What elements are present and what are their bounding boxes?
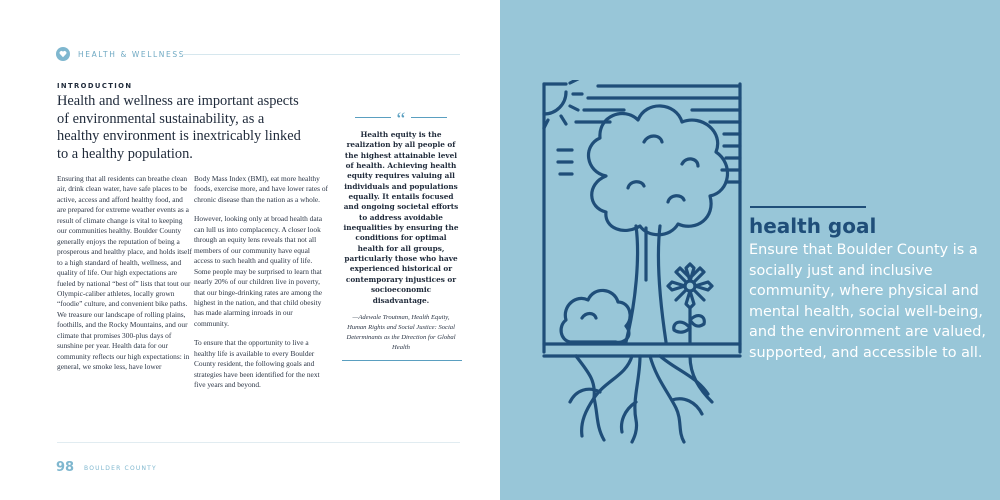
body-paragraph: However, looking only at broad health data can lull us into complacency. A closer look through an equity lens reveals that not all members of our community have equal access to such health and quality of life. Some people may be surprised to learn that nearly 20% of our children live in poverty, that our binge-drinking rates are among the highest in the nation, and that child obesity has made alarming inroads in our community. [194,214,323,328]
body-column-1 [57,174,192,382]
goal-rule [750,206,866,208]
page-number: 98 [56,460,75,475]
quote-attribution: —Adewale Troutman, Health Equity, Human Rights and Social Justice: Social Determinants as the Direction for Global Health [346,313,456,352]
quote-rule [411,117,447,118]
quote-bottom-rule [342,360,462,361]
body-paragraph: Ensuring that all residents can breathe clean air, drink clean water, have safe places to be active, access and afford healthy food, and are prepared for extreme weather events as a result of climate change is vital to keeping our communities healthy. Boulder County generally enjoys the reputation of being a prosperous and healthy place, and holds itself to a high standard of health, wellness, and quality of life. Our high expectations are fueled by national “best of” lists that tout our Olympic-caliber athletes, locally grown “foodie” culture, and convenient bike paths. We treasure our landscape of rolling plains, foothills, and the Rocky Mountains, and our climate that promises 300-plus days of sunshine per year. Health data for our community reflects our high expectations: in general, we smoke less, have lower [57,174,192,372]
footer-label: BOULDER COUNTY [84,465,157,472]
quote-text: Health equity is the realization by all people of the highest attainable level of health. Achieving health equity requires valuing all individuals and populations equally. It entails focused and ongoing societal efforts to address avoidable inequalities by ensuring the conditions for optimal health for all groups, particularly those who have experienced historical or contemporary injustices or socioeconomic disadvantage. [343,130,459,305]
body-column-2 [194,174,329,400]
header-rule [180,54,460,55]
goal-text: Ensure that Boulder County is a socially just and inclusive community, where physical and mental health, social well-being, and the environment are valued, supported, and accessible to all. [749,242,986,361]
tree-sun-flower-roots-icon [536,80,748,445]
body-paragraph: To ensure that the opportunity to live a healthy life is available to every Boulder County resident, the following goals and strategies have been identified for the next five years and beyond. [194,338,320,390]
section-header [56,46,185,62]
quote-rule [355,117,391,118]
quote-mark-icon: “ [396,109,406,131]
body-paragraph: Body Mass Index (BMI), eat more healthy foods, exercise more, and have lower rates of chronic disease than the nation as a whole. [194,174,329,204]
intro-lead: Health and wellness are important aspects of environmental sustainability, as a healthy environment is inextricably linked to a healthy population. [57,93,301,162]
intro-label: INTRODUCTION [57,82,133,90]
quote-top [342,109,460,131]
heart-icon [56,47,70,61]
pull-quote [342,110,460,361]
section-title: HEALTH & WELLNESS [78,49,186,59]
goal-title: health goal [749,214,877,238]
footer-rule [57,442,460,443]
